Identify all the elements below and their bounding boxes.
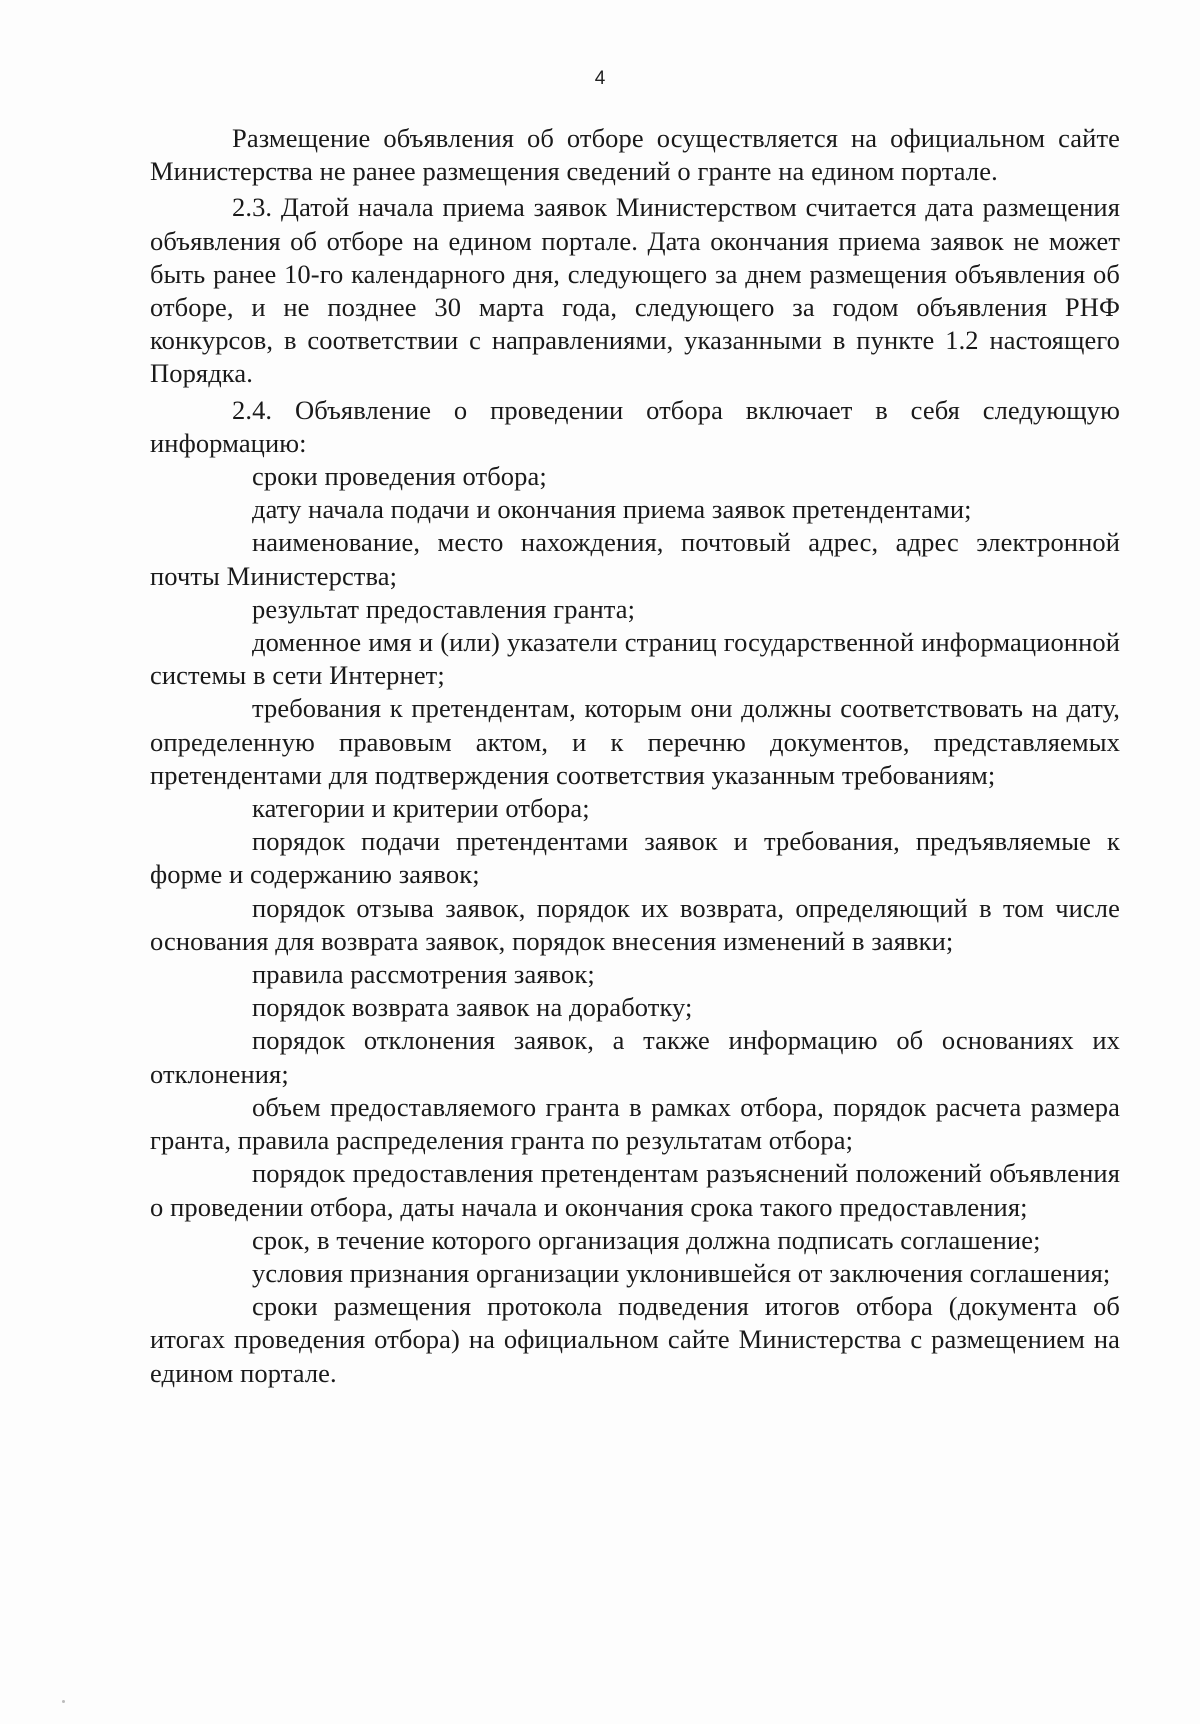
list-item: срок, в течение которого организация должна подписать соглашение;: [252, 1224, 1041, 1255]
list-item: объем предоставляемого гранта в рамках отбора, порядок расчета размера гранта, правила распределения гранта по результатам отбора;: [150, 1091, 1120, 1156]
paragraph-2-3: 2.3. Датой начала приема заявок Министерством считается дата размещения объявления об отборе на едином портале. Дата окончания приема заявок не может быть ранее 10-го календарного дня, следующего за днем размещения объявления об отборе, и не позднее 30 марта года, следующего за годом объявления РНФ конкурсов, в соответствии с направлениями, указанными в пункте 1.2 настоящего Порядка.: [150, 192, 1120, 389]
list-item: порядок отклонения заявок, а также информацию об основаниях их отклонения;: [150, 1025, 1120, 1089]
document-body: [150, 122, 1120, 1390]
list-item: наименование, место нахождения, почтовый адрес, адрес электронной почты Министерства;: [150, 527, 1120, 591]
list-item: требования к претендентам, которым они должны соответствовать на дату, определенную правовым актом, и к перечню документов, представляемых претендентами для подтверждения соответствия указанным требованиям;: [150, 693, 1120, 790]
list-item: сроки размещения протокола подведения итогов отбора (документа об итогах проведения отбора) на официальном сайте Министерства с размещением на едином портале.: [150, 1291, 1120, 1388]
list-item: условия признания организации уклонившейся от заключения соглашения;: [252, 1257, 1111, 1288]
scan-artifact: [62, 1700, 65, 1703]
list-item: правила рассмотрения заявок;: [252, 959, 595, 990]
list-item: порядок предоставления претендентам разъяснений положений объявления о проведении отбора, даты начала и окончания срока такого предоставления;: [150, 1158, 1120, 1222]
list-item: порядок возврата заявок на доработку;: [252, 992, 693, 1023]
list-item: категории и критерии отбора;: [252, 793, 590, 824]
list-item: дату начала подачи и окончания приема заявок претендентами;: [252, 494, 972, 525]
list-item: сроки проведения отбора;: [252, 461, 547, 492]
page-number: 4: [594, 68, 606, 89]
list-item: результат предоставления гранта;: [252, 593, 636, 624]
paragraph-announcement-placement: Размещение объявления об отборе осуществляется на официальном сайте Министерства не ранее размещения сведений о гранте на едином портале.: [150, 123, 1120, 187]
paragraph-2-4: 2.4. Объявление о проведении отбора включает в себя следующую информацию:: [150, 394, 1120, 458]
list-item: порядок отзыва заявок, порядок их возврата, определяющий в том числе основания для возврата заявок, порядок внесения изменений в заявки;: [150, 892, 1120, 956]
list-item: доменное имя и (или) указатели страниц государственной информационной системы в сети Интернет;: [150, 627, 1120, 691]
list-item: порядок подачи претендентами заявок и требования, предъявляемые к форме и содержанию заявок;: [150, 826, 1120, 890]
